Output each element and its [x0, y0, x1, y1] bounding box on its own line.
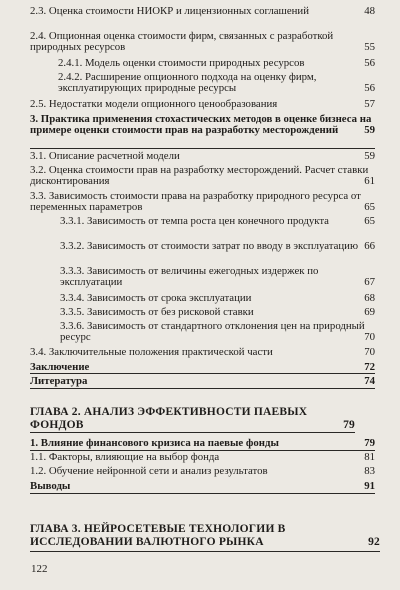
toc-entry: [60, 266, 375, 289]
toc-entry-page: 59: [361, 125, 375, 136]
chapter-underline: [30, 432, 355, 433]
toc-entry-title: 2.5. Недостатки модели опционного ценообразования: [30, 98, 278, 110]
chapter-underline: [30, 551, 380, 552]
toc-entry-page: 55: [361, 42, 375, 53]
toc-entry-page: 56: [361, 58, 375, 69]
toc-entry-page: 48: [361, 6, 375, 17]
toc-section-heading: [30, 438, 375, 449]
toc-entry-title: 3.3.6. Зависимость от стандартного отклонения цен на природный ресурс: [60, 320, 365, 344]
toc-entry: [30, 376, 375, 387]
toc-chapter-heading: [30, 406, 355, 431]
toc-entry: [30, 151, 375, 162]
heading-underline: [30, 148, 375, 149]
toc-entry-page: 72: [361, 362, 375, 373]
toc-entry: [30, 6, 375, 17]
toc-entry-title: ГЛАВА 3. НЕЙРОСЕТЕВЫЕ ТЕХНОЛОГИИ В ИССЛЕДОВАНИИ ВАЛЮТНОГО РЫНКА: [30, 523, 286, 548]
toc-entry: [30, 466, 375, 477]
toc-entry-title: 2.4. Опционная оценка стоимости фирм, связанных с разработкой природных ресурсов: [30, 30, 334, 54]
toc-entry-page: 91: [361, 481, 375, 492]
toc-entry-title: 1.1. Факторы, влияющие на выбор фонда: [30, 451, 220, 463]
toc-entry-title: 2.4.1. Модель оценки стоимости природных ресурсов: [58, 57, 305, 69]
toc-section-heading: [30, 114, 375, 137]
toc-entry: [30, 347, 375, 358]
toc-entry-page: 68: [361, 293, 375, 304]
toc-entry-page: 79: [340, 419, 355, 432]
toc-entry: [30, 191, 375, 214]
heading-underline: [30, 450, 375, 451]
toc-entry-page: 79: [361, 438, 375, 449]
toc-entry-title: 2.4.2. Расширение опционного подхода на оценку фирм, эксплуатирующих природные ресурсы: [58, 71, 317, 95]
toc-entry: [30, 99, 375, 110]
toc-entry-page: 66: [361, 241, 375, 252]
toc-entry-page: 83: [361, 466, 375, 477]
toc-entry: [60, 307, 375, 318]
toc-entry-title: 3.1. Описание расчетной модели: [30, 150, 180, 162]
toc-entry: [30, 481, 375, 492]
toc-entry-title: 3. Практика применения стохастических методов в оценке бизнеса на примере оценки стоимости прав на разработку месторождений: [30, 113, 372, 137]
toc-entry: [30, 362, 375, 373]
heading-underline: [30, 493, 375, 494]
toc-entry-page: 74: [361, 376, 375, 387]
toc-entry-title: 2.3. Оценка стоимости НИОКР и лицензионных соглашений: [30, 5, 309, 17]
toc-entry-title: Выводы: [30, 480, 71, 492]
toc-entry-title: Заключение: [30, 361, 90, 373]
toc-entry-page: 65: [361, 216, 375, 227]
toc-entry-title: 3.3.1. Зависимость от темпа роста цен конечного продукта: [60, 215, 329, 227]
heading-underline: [30, 373, 375, 374]
toc-entry-title: ГЛАВА 2. АНАЛИЗ ЭФФЕКТИВНОСТИ ПАЕВЫХ ФОНДОВ: [30, 406, 308, 431]
toc-entry-title: 3.3. Зависимость стоимости права на разработку природного ресурса от переменных параметров: [30, 190, 361, 214]
toc-entry: [60, 241, 375, 252]
toc-entry: [30, 165, 375, 188]
page-number: 122: [31, 563, 48, 575]
toc-entry: [60, 321, 375, 344]
toc-entry-page: 57: [361, 99, 375, 110]
toc-entry: [58, 58, 375, 69]
toc-entry-title: 3.3.4. Зависимость от срока эксплуатации: [60, 292, 252, 304]
toc-entry-page: 92: [365, 536, 380, 549]
toc-entry-title: 3.3.2. Зависимость от стоимости затрат по вводу в эксплуатацию: [60, 240, 359, 252]
toc-entry: [30, 31, 375, 54]
toc-entry-title: 3.3.3. Зависимость от величины ежегодных издержек по эксплуатации: [60, 265, 319, 289]
toc-entry-title: Литература: [30, 375, 88, 387]
toc-entry-page: 81: [361, 452, 375, 463]
toc-entry: [30, 452, 375, 463]
toc-entry-title: 1. Влияние финансового кризиса на паевые фонды: [30, 437, 279, 449]
toc-entry-title: 1.2. Обучение нейронной сети и анализ результатов: [30, 465, 268, 477]
toc-entry-page: 59: [361, 151, 375, 162]
heading-underline: [30, 388, 375, 389]
toc-entry-page: 61: [361, 176, 375, 187]
toc-entry-title: 3.3.5. Зависимость от без рисковой ставки: [60, 306, 254, 318]
toc-entry-page: 56: [361, 83, 375, 94]
toc-entry-page: 70: [361, 332, 375, 343]
toc-entry-title: 3.2. Оценка стоимости прав на разработку месторождений. Расчет ставки дисконтирования: [30, 164, 369, 188]
toc-chapter-heading: [30, 523, 380, 548]
toc-entry: [60, 293, 375, 304]
toc-entry-page: 65: [361, 202, 375, 213]
toc-entry-title: 3.4. Заключительные положения практической части: [30, 346, 273, 358]
toc-entry-page: 67: [361, 277, 375, 288]
toc-entry: [58, 72, 375, 95]
toc-entry: [60, 216, 375, 227]
toc-entry-page: 69: [361, 307, 375, 318]
toc-entry-page: 70: [361, 347, 375, 358]
